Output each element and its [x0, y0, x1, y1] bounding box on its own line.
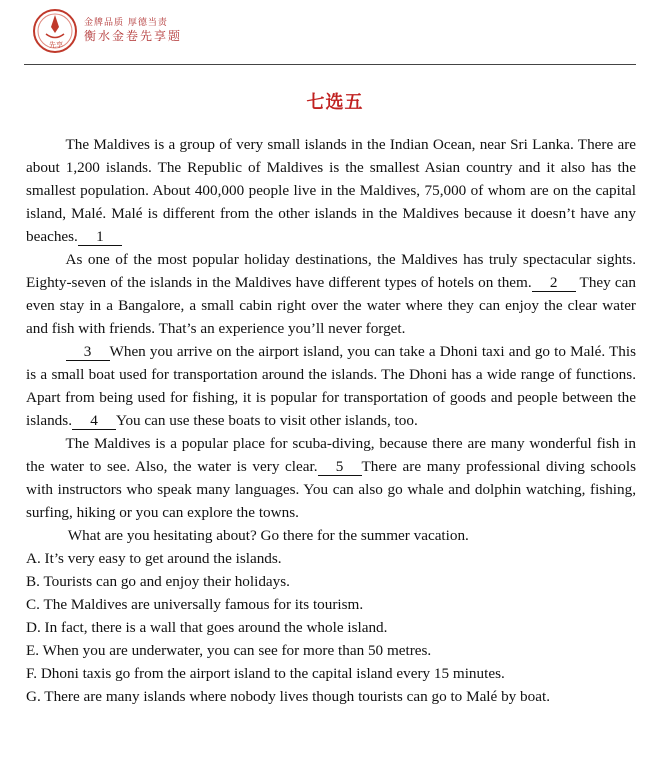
closing-sentence: What are you hesitating about? Go there for the summer vacation. [67, 527, 469, 544]
passage [26, 133, 636, 708]
blank-2: 2 [532, 274, 576, 292]
option-a: A. It’s very easy to get around the islands. [26, 550, 282, 567]
logo-text: 先 [49, 41, 56, 49]
paragraph-1-text: The Maldives is a group of very small islands in the Indian Ocean, near Sri Lanka. There are about 1,200 islands. The Republic of Maldives is the smallest Asian country and it also has the smallest population. About 400,000 people live in the Maldives, 75,000 of whom are on the capital island, Malé. Malé is different from the other islands in the Maldives because it doesn’t have any beaches. [26, 136, 636, 245]
brand-logo-icon [32, 8, 78, 54]
page-header [0, 0, 670, 66]
logo-subtext: 享 [56, 41, 63, 49]
option-c: C. The Maldives are universally famous for its tourism. [26, 596, 364, 613]
blank-5: 5 [318, 458, 362, 476]
blank-1: 1 [78, 228, 122, 246]
header-divider [24, 64, 636, 65]
brand-slogan: 金牌品质 厚德当责 [84, 18, 168, 28]
options-list [26, 547, 636, 708]
paragraph-3 [26, 340, 636, 432]
brand-block [84, 18, 182, 44]
option-b: B. Tourists can go and enjoy their holidays. [26, 573, 290, 590]
paragraph-2-text-after: They can even stay in a Bangalore, a small cabin right over the water where they can enjoy the clear water and fish with friends. That’s an experience you’ll never forget. [26, 274, 637, 337]
blank-3: 3 [66, 343, 110, 361]
paragraph-3-text-after: You can use these boats to visit other islands, too. [116, 412, 418, 429]
page-title: 七选五 [306, 92, 364, 113]
paragraph-2-text-before: As one of the most popular holiday destinations, the Maldives has truly spectacular sights. Eighty-seven of the islands in the Maldives have different types of hotels on them. [26, 251, 636, 291]
option-g: G. There are many islands where nobody lives though tourists can go to Malé by boat. [26, 688, 550, 705]
paragraph-4-text-before: The Maldives is a popular place for scuba-diving, because there are many wonderful fish in the water to see. Also, the water is very clear. [26, 435, 636, 475]
paragraph-4 [26, 432, 636, 524]
blank-4: 4 [72, 412, 116, 430]
paragraph-1 [26, 133, 636, 248]
option-f: F. Dhoni taxis go from the airport island to the capital island every 15 minutes. [26, 665, 505, 682]
paragraph-4-text-after: There are many professional diving schools with instructors who speak many languages. You can also go whale and dolphin watching, fishing, surfing, hiking or you can explore the towns. [26, 458, 636, 521]
paragraph-2 [26, 248, 636, 340]
option-d: D. In fact, there is a wall that goes around the whole island. [26, 619, 388, 636]
paragraph-3-text-before: When you arrive on the airport island, you can take a Dhoni taxi and go to Malé. This is a small boat used for transportation around the islands. The Dhoni has a wide range of functions. Apart from being used for fishing, it is popular for transportation of goods and people between the islands. [26, 343, 636, 429]
brand-name: 衡水金卷先享题 [84, 29, 183, 43]
option-e: E. When you are underwater, you can see for more than 50 metres. [26, 642, 432, 659]
